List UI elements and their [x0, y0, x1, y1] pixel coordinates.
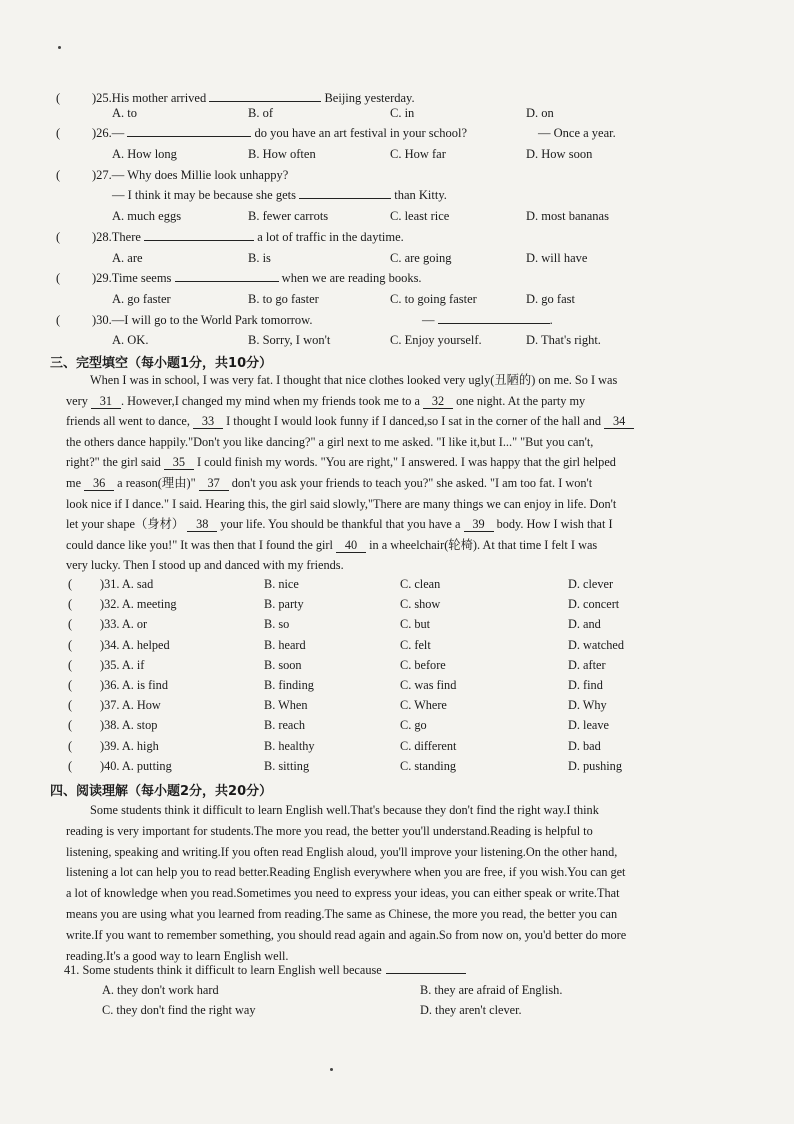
answer-paren: ( — [56, 91, 61, 105]
question-27-line2 — [50, 185, 740, 206]
reading-line: a lot of knowledge when you read.Sometimes you need to express your ideas, you can either speak or write.That — [66, 886, 620, 901]
answer-paren: ( — [56, 312, 61, 327]
answer-blank[interactable] — [299, 186, 391, 199]
text: don't you ask your friends to teach you?" she asked. "I am too fat. I won't — [228, 475, 593, 490]
option-b: B. of — [248, 105, 273, 120]
options-25 — [50, 103, 740, 124]
question-stem: Time seems — [111, 271, 175, 286]
question-number: )28. — [92, 229, 112, 244]
answer-paren: ( — [68, 718, 73, 733]
option-c: C. before — [400, 657, 446, 672]
option-a: A. go faster — [112, 291, 171, 306]
option-a: A. to — [112, 105, 137, 120]
answer-blank[interactable] — [438, 311, 550, 324]
section-reading-title: 四、阅读理解（每小题2分，共20分） — [50, 784, 273, 799]
answer-blank[interactable] — [175, 269, 279, 282]
question-stem: — I think it may be because she gets — [112, 188, 300, 203]
option-c: C. How far — [390, 147, 446, 162]
reply-dash: — — [422, 312, 438, 327]
option-c: C. they don't find the right way — [102, 1003, 256, 1017]
answer-paren: ( — [56, 126, 61, 141]
option-d: D. That's right. — [526, 333, 601, 348]
question-stem-end: than Kitty. — [391, 188, 447, 203]
option-d: D. How soon — [526, 147, 593, 162]
option-a: )32. A. meeting — [100, 597, 177, 612]
option-c: C. in — [390, 105, 415, 120]
option-c: C. felt — [400, 637, 431, 652]
question-41 — [64, 960, 664, 1020]
cloze-row-34 — [62, 635, 702, 655]
option-b: B. heard — [264, 637, 306, 652]
option-b: B. sitting — [264, 758, 310, 773]
text: could dance like you!" It was then that I found the girl — [66, 537, 337, 552]
option-b: B. soon — [264, 657, 302, 672]
answer-blank[interactable] — [386, 961, 466, 974]
cloze-row-38 — [62, 715, 702, 735]
question-stem: There — [111, 229, 145, 244]
option-d: D. will have — [526, 250, 588, 265]
option-d: D. after — [568, 657, 606, 672]
reading-passage — [66, 800, 686, 966]
text: a reason(理由)" — [114, 475, 199, 490]
blank-31[interactable]: 31 — [91, 395, 121, 409]
answer-paren: ( — [68, 698, 73, 713]
option-c: C. to going faster — [390, 291, 477, 306]
question-stem: His mother arrived — [111, 91, 210, 105]
option-b: B. to go faster — [248, 291, 319, 306]
question-41-options-cd — [64, 1000, 664, 1020]
answer-paren: ( — [68, 597, 73, 612]
cloze-row-37 — [62, 695, 702, 715]
blank-38[interactable]: 38 — [187, 518, 217, 532]
question-stem-end: do you have an art festival in your school? — [251, 126, 467, 141]
passage-line — [66, 452, 686, 473]
scan-speck — [58, 46, 61, 49]
blank-34[interactable]: 34 — [604, 415, 634, 429]
option-d: D. concert — [568, 597, 620, 612]
options-28 — [50, 248, 740, 269]
question-29 — [50, 268, 740, 289]
blank-37[interactable]: 37 — [199, 477, 229, 491]
question-41-stem — [64, 960, 664, 980]
option-a: )33. A. or — [100, 617, 148, 632]
question-stem: — Why does Millie look unhappy? — [111, 167, 289, 182]
option-b: B. nice — [264, 577, 299, 591]
multiple-choice-section — [50, 88, 740, 351]
question-number: )27. — [92, 167, 112, 182]
option-b: B. When — [264, 698, 308, 713]
option-d: D. go fast — [526, 291, 575, 306]
option-c: C. but — [400, 617, 431, 632]
question-41-options-ab — [64, 980, 664, 1000]
option-a: A. they don't work hard — [102, 983, 219, 997]
option-a: )36. A. is find — [100, 677, 168, 692]
text: me — [66, 475, 85, 490]
reading-line: Some students think it difficult to learn English well.That's because they don't find the right way.I think — [90, 803, 599, 817]
question-stem-end: when we are reading books. — [278, 271, 422, 286]
answer-blank[interactable] — [127, 124, 251, 137]
option-d: D. they aren't clever. — [420, 1003, 522, 1017]
question-28 — [50, 227, 740, 248]
option-c: C. show — [400, 597, 441, 612]
option-c: C. Enjoy yourself. — [390, 333, 482, 348]
cloze-row-36 — [62, 675, 702, 695]
option-c: C. was find — [400, 677, 457, 692]
answer-paren: ( — [68, 577, 73, 591]
reading-line: means you are using what you learned from reading.The same as Chinese, the more you read, the better you can — [66, 906, 618, 921]
cloze-options — [62, 574, 702, 776]
option-a: A. much eggs — [112, 209, 182, 224]
option-d: D. and — [568, 617, 601, 632]
option-a: )38. A. stop — [100, 718, 158, 733]
reading-line: listening a lot can help you to read better.Reading English everywhere when you are free, if you wish.You can get — [66, 865, 626, 880]
option-b: B. reach — [264, 718, 305, 733]
options-26 — [50, 144, 740, 165]
option-d: D. bad — [568, 738, 601, 753]
options-27 — [50, 206, 740, 227]
option-a: )34. A. helped — [100, 637, 170, 652]
option-c: C. different — [400, 738, 457, 753]
option-b: B. finding — [264, 677, 314, 692]
question-stem: 41. Some students think it difficult to learn English well because — [64, 963, 382, 977]
cloze-row-31 — [62, 574, 702, 594]
option-a: )39. A. high — [100, 738, 159, 753]
answer-paren: ( — [68, 637, 73, 652]
passage-line: very lucky. Then I stood up and danced with my friends. — [66, 558, 344, 573]
option-b: B. party — [264, 597, 304, 612]
blank-33[interactable]: 33 — [193, 415, 223, 429]
answer-paren: ( — [68, 677, 73, 692]
option-d: D. on — [526, 105, 554, 120]
text: . However,I changed my mind when my friends took me to a — [120, 393, 424, 408]
question-stem: —I will go to the World Park tomorrow. — [111, 312, 313, 327]
cloze-row-40 — [62, 756, 702, 776]
passage-line — [66, 535, 686, 556]
cloze-passage — [66, 370, 686, 576]
option-b: B. healthy — [264, 738, 315, 753]
passage-line: look nice if I dance." I said. Hearing this, the girl said slowly,"There are many things we can enjoy in life. Don't — [66, 496, 617, 511]
option-a: A. How long — [112, 147, 177, 162]
question-number: )25. — [92, 91, 112, 105]
cloze-row-32 — [62, 594, 702, 614]
blank-35[interactable]: 35 — [164, 456, 194, 470]
option-d: D. find — [568, 677, 603, 692]
text: one night. At the party my — [453, 393, 586, 408]
option-c: C. go — [400, 718, 427, 733]
blank-36[interactable]: 36 — [84, 477, 114, 491]
question-stem-end: a lot of traffic in the daytime. — [254, 229, 404, 244]
passage-line: When I was in school, I was very fat. I thought that nice clothes looked very ugly(丑陋的) on me. So I was — [90, 373, 618, 387]
option-d: D. watched — [568, 637, 624, 652]
passage-line — [66, 411, 686, 432]
text: I could finish my words. "You are right," I answered. I was happy that the girl helped — [193, 455, 616, 470]
blank-32[interactable]: 32 — [423, 395, 453, 409]
text: right?" the girl said — [66, 455, 164, 470]
answer-paren: ( — [68, 657, 73, 672]
reply-text: — Once a year. — [538, 126, 616, 141]
option-a: )35. A. if — [100, 657, 145, 672]
reply-line — [422, 310, 553, 331]
option-b: B. is — [248, 250, 271, 265]
option-a: )31. A. sad — [100, 577, 154, 591]
blank-39[interactable]: 39 — [464, 518, 494, 532]
passage-line — [66, 391, 686, 412]
text: in a wheelchair(轮椅). At that time I felt I was — [366, 537, 598, 552]
answer-paren: ( — [56, 167, 61, 182]
cloze-row-39 — [62, 736, 702, 756]
answer-paren: ( — [56, 229, 61, 244]
question-number: )26. — [92, 126, 112, 141]
option-a: )40. A. putting — [100, 758, 172, 773]
option-d: D. leave — [568, 718, 609, 733]
question-number: )30. — [92, 312, 112, 327]
cloze-row-35 — [62, 655, 702, 675]
answer-blank[interactable] — [209, 89, 321, 102]
option-b: B. so — [264, 617, 290, 632]
option-b: B. How often — [248, 147, 316, 162]
option-a: )37. A. How — [100, 698, 161, 713]
reading-line: reading is very important for students.The more you read, the better you'll understand.Reading is helpful to — [66, 823, 593, 838]
question-26 — [50, 123, 740, 144]
question-27 — [50, 165, 740, 186]
question-number: )29. — [92, 271, 112, 286]
reading-line: write.If you want to remember something, you should read again and again.So from now on, you'd better do more — [66, 927, 627, 942]
option-d: D. clever — [568, 577, 614, 591]
option-c: C. Where — [400, 698, 447, 713]
question-stem: — — [111, 126, 128, 141]
text: very — [66, 393, 91, 408]
cloze-row-33 — [62, 614, 702, 634]
passage-line — [66, 473, 686, 494]
question-30 — [50, 310, 740, 331]
option-b: B. Sorry, I won't — [248, 333, 331, 348]
option-d: D. Why — [568, 698, 607, 713]
blank-40[interactable]: 40 — [336, 539, 366, 553]
answer-paren: ( — [68, 758, 73, 773]
answer-paren: ( — [68, 617, 73, 632]
answer-paren: ( — [56, 271, 61, 286]
options-30 — [50, 330, 740, 351]
scan-speck — [330, 1068, 333, 1071]
text: your life. You should be thankful that you have a — [217, 517, 464, 532]
option-a: A. OK. — [112, 333, 149, 348]
reply-end: . — [549, 312, 553, 327]
option-b: B. fewer carrots — [248, 209, 329, 224]
option-c: C. are going — [390, 250, 452, 265]
text: body. How I wish that I — [493, 517, 613, 532]
options-29 — [50, 289, 740, 310]
reading-line: reading.It's a good way to learn English well. — [66, 948, 289, 963]
question-stem-end: Beijing yesterday. — [321, 91, 415, 105]
section-cloze-title: 三、完型填空（每小题1分，共10分） — [50, 356, 273, 371]
reading-line: listening, speaking and writing.If you often read English aloud, you'll improve your listening.On the other hand, — [66, 844, 618, 859]
passage-line: the others dance happily."Don't you like dancing?" a girl next to me asked. "I like it,but I..." "But you can't, — [66, 434, 594, 449]
option-b: B. they are afraid of English. — [420, 983, 563, 997]
option-a: A. are — [112, 250, 143, 265]
passage-line — [66, 514, 686, 535]
text: friends all went to dance, — [66, 414, 194, 429]
answer-blank[interactable] — [144, 228, 254, 241]
answer-paren: ( — [68, 738, 73, 753]
option-c: C. standing — [400, 758, 457, 773]
text: I thought I would look funny if I danced,so I sat in the corner of the hall and — [223, 414, 605, 429]
text: let your shape（身材） — [66, 517, 188, 532]
option-c: C. clean — [400, 577, 441, 591]
option-d: D. most bananas — [526, 209, 609, 224]
option-d: D. pushing — [568, 758, 622, 773]
option-c: C. least rice — [390, 209, 450, 224]
